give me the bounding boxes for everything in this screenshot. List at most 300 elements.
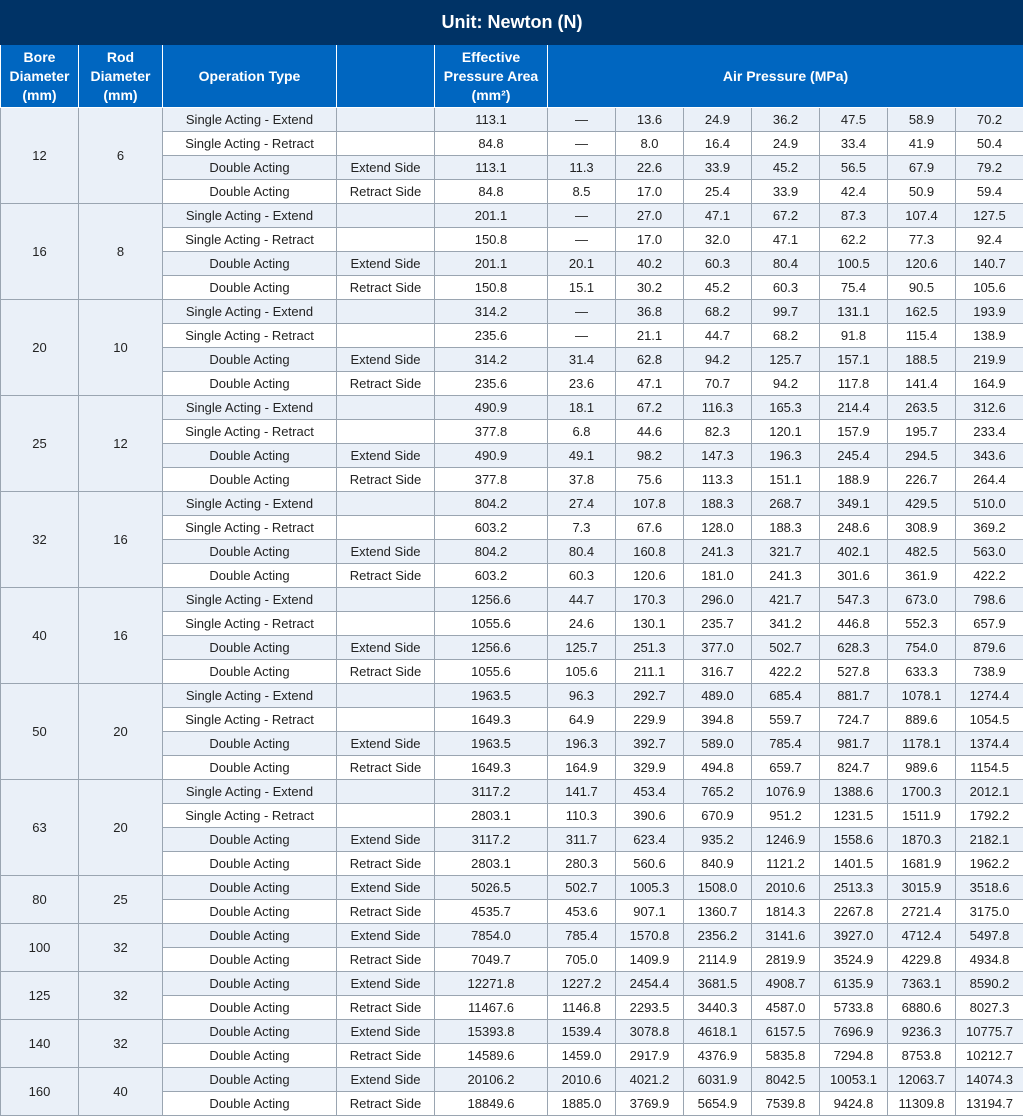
force-value-cell: 32.0 bbox=[684, 228, 752, 252]
force-value-cell: 24.9 bbox=[752, 132, 820, 156]
force-value-cell: 23.6 bbox=[548, 372, 616, 396]
rod-cell: 8 bbox=[79, 204, 163, 300]
area-cell: 314.2 bbox=[435, 348, 548, 372]
force-value-cell: 33.9 bbox=[684, 156, 752, 180]
operation-cell: Single Acting - Retract bbox=[163, 228, 337, 252]
side-cell: Extend Side bbox=[337, 732, 435, 756]
force-value-cell: 170.3 bbox=[616, 588, 684, 612]
operation-cell: Double Acting bbox=[163, 444, 337, 468]
force-value-cell: 2010.6 bbox=[548, 1068, 616, 1092]
force-value-cell: 3927.0 bbox=[820, 924, 888, 948]
side-cell: Retract Side bbox=[337, 756, 435, 780]
force-value-cell: 1078.1 bbox=[888, 684, 956, 708]
force-value-cell: 58.9 bbox=[888, 108, 956, 132]
rod-cell: 32 bbox=[79, 972, 163, 1020]
force-value-cell: 1558.6 bbox=[820, 828, 888, 852]
force-value-cell: 446.8 bbox=[820, 612, 888, 636]
force-value-cell: 56.5 bbox=[820, 156, 888, 180]
table-row bbox=[1, 492, 1023, 516]
force-value-cell: 1154.5 bbox=[956, 756, 1023, 780]
operation-cell: Single Acting - Extend bbox=[163, 108, 337, 132]
operation-cell: Double Acting bbox=[163, 876, 337, 900]
force-value-cell: 17.0 bbox=[616, 180, 684, 204]
force-value-cell: 130.1 bbox=[616, 612, 684, 636]
force-value-cell: 24.9 bbox=[684, 108, 752, 132]
force-value-cell: 251.3 bbox=[616, 636, 684, 660]
force-value-cell: 157.9 bbox=[820, 420, 888, 444]
side-cell bbox=[337, 492, 435, 516]
force-value-cell: 1246.9 bbox=[752, 828, 820, 852]
force-value-cell: 3769.9 bbox=[616, 1092, 684, 1116]
force-value-cell: 264.4 bbox=[956, 468, 1023, 492]
force-value-cell: 18.1 bbox=[548, 396, 616, 420]
force-value-cell: 141.4 bbox=[888, 372, 956, 396]
force-value-cell: 292.7 bbox=[616, 684, 684, 708]
operation-cell: Double Acting bbox=[163, 1068, 337, 1092]
force-value-cell: 6157.5 bbox=[752, 1020, 820, 1044]
area-cell: 804.2 bbox=[435, 492, 548, 516]
area-cell: 1055.6 bbox=[435, 612, 548, 636]
force-value-cell: 164.9 bbox=[548, 756, 616, 780]
bore-cell: 40 bbox=[1, 588, 79, 684]
area-cell: 18849.6 bbox=[435, 1092, 548, 1116]
force-value-cell: 6880.6 bbox=[888, 996, 956, 1020]
force-value-cell: 294.5 bbox=[888, 444, 956, 468]
force-value-cell: 6.8 bbox=[548, 420, 616, 444]
force-value-cell: 8042.5 bbox=[752, 1068, 820, 1092]
force-value-cell: 2356.2 bbox=[684, 924, 752, 948]
side-cell: Retract Side bbox=[337, 180, 435, 204]
force-value-cell: 422.2 bbox=[752, 660, 820, 684]
force-value-cell: 165.3 bbox=[752, 396, 820, 420]
force-value-cell: 241.3 bbox=[684, 540, 752, 564]
header-side bbox=[337, 45, 435, 108]
force-value-cell: 75.6 bbox=[616, 468, 684, 492]
force-value-cell: 77.3 bbox=[888, 228, 956, 252]
force-value-cell: 296.0 bbox=[684, 588, 752, 612]
side-cell: Retract Side bbox=[337, 852, 435, 876]
force-value-cell: 453.6 bbox=[548, 900, 616, 924]
side-cell: Extend Side bbox=[337, 972, 435, 996]
force-value-cell: 64.9 bbox=[548, 708, 616, 732]
force-value-cell: 188.3 bbox=[752, 516, 820, 540]
side-cell: Retract Side bbox=[337, 900, 435, 924]
rod-cell: 40 bbox=[79, 1068, 163, 1116]
force-value-cell: 125.7 bbox=[548, 636, 616, 660]
force-value-cell: 91.8 bbox=[820, 324, 888, 348]
force-value-cell: 5654.9 bbox=[684, 1092, 752, 1116]
force-value-cell: 311.7 bbox=[548, 828, 616, 852]
area-cell: 14589.6 bbox=[435, 1044, 548, 1068]
operation-cell: Single Acting - Extend bbox=[163, 780, 337, 804]
force-value-cell: 10212.7 bbox=[956, 1044, 1023, 1068]
force-value-cell: 27.0 bbox=[616, 204, 684, 228]
force-value-cell: 10053.1 bbox=[820, 1068, 888, 1092]
operation-cell: Double Acting bbox=[163, 348, 337, 372]
force-value-cell: 20.1 bbox=[548, 252, 616, 276]
force-value-cell: 47.1 bbox=[684, 204, 752, 228]
force-value-cell: 131.1 bbox=[820, 300, 888, 324]
side-cell: Extend Side bbox=[337, 1020, 435, 1044]
force-value-cell: 44.6 bbox=[616, 420, 684, 444]
force-value-cell: 36.2 bbox=[752, 108, 820, 132]
force-value-cell: 67.2 bbox=[752, 204, 820, 228]
side-cell bbox=[337, 300, 435, 324]
force-value-cell: — bbox=[548, 228, 616, 252]
side-cell: Extend Side bbox=[337, 348, 435, 372]
force-value-cell: 128.0 bbox=[684, 516, 752, 540]
force-value-cell: 162.5 bbox=[888, 300, 956, 324]
force-value-cell: 1005.3 bbox=[616, 876, 684, 900]
side-cell bbox=[337, 420, 435, 444]
force-value-cell: 8590.2 bbox=[956, 972, 1023, 996]
force-value-cell: 181.0 bbox=[684, 564, 752, 588]
area-cell: 7049.7 bbox=[435, 948, 548, 972]
operation-cell: Single Acting - Extend bbox=[163, 204, 337, 228]
force-value-cell: 785.4 bbox=[548, 924, 616, 948]
force-value-cell: 3440.3 bbox=[684, 996, 752, 1020]
operation-cell: Double Acting bbox=[163, 972, 337, 996]
force-value-cell: 1539.4 bbox=[548, 1020, 616, 1044]
force-value-cell: 60.3 bbox=[752, 276, 820, 300]
area-cell: 4535.7 bbox=[435, 900, 548, 924]
force-value-cell: 879.6 bbox=[956, 636, 1023, 660]
force-value-cell: 70.7 bbox=[684, 372, 752, 396]
operation-cell: Double Acting bbox=[163, 564, 337, 588]
force-value-cell: 659.7 bbox=[752, 756, 820, 780]
force-value-cell: — bbox=[548, 108, 616, 132]
force-value-cell: 263.5 bbox=[888, 396, 956, 420]
force-value-cell: 2010.6 bbox=[752, 876, 820, 900]
operation-cell: Double Acting bbox=[163, 180, 337, 204]
area-cell: 490.9 bbox=[435, 396, 548, 420]
force-value-cell: 392.7 bbox=[616, 732, 684, 756]
force-value-cell: 147.3 bbox=[684, 444, 752, 468]
force-value-cell: 1870.3 bbox=[888, 828, 956, 852]
force-value-cell: 120.6 bbox=[616, 564, 684, 588]
force-value-cell: 1814.3 bbox=[752, 900, 820, 924]
force-value-cell: 2293.5 bbox=[616, 996, 684, 1020]
force-value-cell: 196.3 bbox=[548, 732, 616, 756]
force-value-cell: 1962.2 bbox=[956, 852, 1023, 876]
side-cell bbox=[337, 108, 435, 132]
side-cell: Retract Side bbox=[337, 948, 435, 972]
force-value-cell: 510.0 bbox=[956, 492, 1023, 516]
force-value-cell: 157.1 bbox=[820, 348, 888, 372]
header-bore: Bore Diameter (mm) bbox=[1, 45, 79, 108]
area-cell: 150.8 bbox=[435, 276, 548, 300]
force-value-cell: 6135.9 bbox=[820, 972, 888, 996]
force-value-cell: 7696.9 bbox=[820, 1020, 888, 1044]
table-body bbox=[1, 108, 1023, 1116]
force-value-cell: 308.9 bbox=[888, 516, 956, 540]
force-value-cell: 117.8 bbox=[820, 372, 888, 396]
force-value-cell: 219.9 bbox=[956, 348, 1023, 372]
force-value-cell: 390.6 bbox=[616, 804, 684, 828]
force-value-cell: 14074.3 bbox=[956, 1068, 1023, 1092]
force-value-cell: 1792.2 bbox=[956, 804, 1023, 828]
force-value-cell: 560.6 bbox=[616, 852, 684, 876]
area-cell: 1649.3 bbox=[435, 708, 548, 732]
operation-cell: Double Acting bbox=[163, 828, 337, 852]
force-value-cell: 7363.1 bbox=[888, 972, 956, 996]
force-value-cell: 2819.9 bbox=[752, 948, 820, 972]
force-value-cell: 4908.7 bbox=[752, 972, 820, 996]
force-value-cell: 80.4 bbox=[548, 540, 616, 564]
force-value-cell: 115.4 bbox=[888, 324, 956, 348]
side-cell: Retract Side bbox=[337, 564, 435, 588]
force-value-cell: 1409.9 bbox=[616, 948, 684, 972]
area-cell: 11467.6 bbox=[435, 996, 548, 1020]
force-value-cell: 4376.9 bbox=[684, 1044, 752, 1068]
force-value-cell: 377.0 bbox=[684, 636, 752, 660]
header-area: Effective Pressure Area (mm²) bbox=[435, 45, 548, 108]
force-value-cell: 8753.8 bbox=[888, 1044, 956, 1068]
force-value-cell: 840.9 bbox=[684, 852, 752, 876]
force-value-cell: 188.3 bbox=[684, 492, 752, 516]
area-cell: 1649.3 bbox=[435, 756, 548, 780]
force-value-cell: 125.7 bbox=[752, 348, 820, 372]
force-value-cell: 907.1 bbox=[616, 900, 684, 924]
force-value-cell: 623.4 bbox=[616, 828, 684, 852]
force-value-cell: 82.3 bbox=[684, 420, 752, 444]
operation-cell: Single Acting - Retract bbox=[163, 612, 337, 636]
side-cell bbox=[337, 516, 435, 540]
operation-cell: Double Acting bbox=[163, 660, 337, 684]
force-value-cell: 4587.0 bbox=[752, 996, 820, 1020]
rod-cell: 10 bbox=[79, 300, 163, 396]
force-value-cell: 489.0 bbox=[684, 684, 752, 708]
force-value-cell: 235.7 bbox=[684, 612, 752, 636]
force-value-cell: 1459.0 bbox=[548, 1044, 616, 1068]
operation-cell: Double Acting bbox=[163, 852, 337, 876]
force-value-cell: 50.4 bbox=[956, 132, 1023, 156]
force-value-cell: 87.3 bbox=[820, 204, 888, 228]
force-value-cell: 248.6 bbox=[820, 516, 888, 540]
operation-cell: Single Acting - Retract bbox=[163, 804, 337, 828]
force-value-cell: 4712.4 bbox=[888, 924, 956, 948]
force-value-cell: 140.7 bbox=[956, 252, 1023, 276]
force-value-cell: 60.3 bbox=[684, 252, 752, 276]
side-cell: Extend Side bbox=[337, 156, 435, 180]
force-value-cell: 7539.8 bbox=[752, 1092, 820, 1116]
force-value-cell: 369.2 bbox=[956, 516, 1023, 540]
area-cell: 1963.5 bbox=[435, 684, 548, 708]
operation-cell: Double Acting bbox=[163, 756, 337, 780]
force-value-cell: 16.4 bbox=[684, 132, 752, 156]
force-value-cell: 4934.8 bbox=[956, 948, 1023, 972]
area-cell: 113.1 bbox=[435, 108, 548, 132]
operation-cell: Single Acting - Retract bbox=[163, 708, 337, 732]
area-cell: 201.1 bbox=[435, 252, 548, 276]
force-value-cell: 685.4 bbox=[752, 684, 820, 708]
force-value-cell: 7294.8 bbox=[820, 1044, 888, 1068]
force-value-cell: 10775.7 bbox=[956, 1020, 1023, 1044]
area-cell: 5026.5 bbox=[435, 876, 548, 900]
force-value-cell: 1511.9 bbox=[888, 804, 956, 828]
force-value-cell: 12063.7 bbox=[888, 1068, 956, 1092]
force-value-cell: 935.2 bbox=[684, 828, 752, 852]
force-value-cell: 113.3 bbox=[684, 468, 752, 492]
bore-cell: 80 bbox=[1, 876, 79, 924]
bore-cell: 125 bbox=[1, 972, 79, 1020]
force-value-cell: 8.0 bbox=[616, 132, 684, 156]
operation-cell: Single Acting - Retract bbox=[163, 516, 337, 540]
force-value-cell: 164.9 bbox=[956, 372, 1023, 396]
force-value-cell: 559.7 bbox=[752, 708, 820, 732]
area-cell: 15393.8 bbox=[435, 1020, 548, 1044]
force-value-cell: 453.4 bbox=[616, 780, 684, 804]
force-value-cell: 329.9 bbox=[616, 756, 684, 780]
operation-cell: Double Acting bbox=[163, 948, 337, 972]
force-value-cell: 589.0 bbox=[684, 732, 752, 756]
force-value-cell: 3524.9 bbox=[820, 948, 888, 972]
force-value-cell: 989.6 bbox=[888, 756, 956, 780]
force-value-cell: 11.3 bbox=[548, 156, 616, 180]
force-value-cell: 62.2 bbox=[820, 228, 888, 252]
force-value-cell: 94.2 bbox=[684, 348, 752, 372]
force-value-cell: 25.4 bbox=[684, 180, 752, 204]
operation-cell: Double Acting bbox=[163, 1044, 337, 1068]
force-value-cell: 673.0 bbox=[888, 588, 956, 612]
operation-cell: Double Acting bbox=[163, 468, 337, 492]
force-value-cell: 785.4 bbox=[752, 732, 820, 756]
operation-cell: Single Acting - Retract bbox=[163, 132, 337, 156]
force-value-cell: 47.1 bbox=[616, 372, 684, 396]
force-value-cell: 44.7 bbox=[684, 324, 752, 348]
operation-cell: Double Acting bbox=[163, 540, 337, 564]
force-value-cell: 120.6 bbox=[888, 252, 956, 276]
force-value-cell: 5733.8 bbox=[820, 996, 888, 1020]
force-value-cell: 1146.8 bbox=[548, 996, 616, 1020]
area-cell: 490.9 bbox=[435, 444, 548, 468]
operation-cell: Double Acting bbox=[163, 156, 337, 180]
force-value-cell: 1227.2 bbox=[548, 972, 616, 996]
side-cell: Retract Side bbox=[337, 996, 435, 1020]
rod-cell: 12 bbox=[79, 396, 163, 492]
table-row bbox=[1, 876, 1023, 900]
side-cell: Extend Side bbox=[337, 252, 435, 276]
force-value-cell: 44.7 bbox=[548, 588, 616, 612]
rod-cell: 16 bbox=[79, 588, 163, 684]
bore-cell: 160 bbox=[1, 1068, 79, 1116]
table-row bbox=[1, 108, 1023, 132]
side-cell: Extend Side bbox=[337, 636, 435, 660]
force-value-cell: 27.4 bbox=[548, 492, 616, 516]
bore-cell: 63 bbox=[1, 780, 79, 876]
force-value-cell: 21.1 bbox=[616, 324, 684, 348]
force-value-cell: 241.3 bbox=[752, 564, 820, 588]
area-cell: 1256.6 bbox=[435, 636, 548, 660]
force-value-cell: 349.1 bbox=[820, 492, 888, 516]
force-value-cell: 951.2 bbox=[752, 804, 820, 828]
side-cell: Retract Side bbox=[337, 468, 435, 492]
force-value-cell: 527.8 bbox=[820, 660, 888, 684]
force-value-cell: 98.2 bbox=[616, 444, 684, 468]
force-value-cell: 563.0 bbox=[956, 540, 1023, 564]
force-value-cell: 889.6 bbox=[888, 708, 956, 732]
force-value-cell: — bbox=[548, 204, 616, 228]
area-cell: 84.8 bbox=[435, 180, 548, 204]
force-value-cell: 105.6 bbox=[548, 660, 616, 684]
operation-cell: Single Acting - Retract bbox=[163, 324, 337, 348]
area-cell: 235.6 bbox=[435, 372, 548, 396]
operation-cell: Double Acting bbox=[163, 900, 337, 924]
table-row bbox=[1, 1020, 1023, 1044]
table-row bbox=[1, 588, 1023, 612]
table-row bbox=[1, 396, 1023, 420]
force-value-cell: 100.5 bbox=[820, 252, 888, 276]
force-value-cell: 343.6 bbox=[956, 444, 1023, 468]
force-value-cell: 8027.3 bbox=[956, 996, 1023, 1020]
force-value-cell: 70.2 bbox=[956, 108, 1023, 132]
force-value-cell: 116.3 bbox=[684, 396, 752, 420]
force-value-cell: 402.1 bbox=[820, 540, 888, 564]
force-value-cell: 2513.3 bbox=[820, 876, 888, 900]
rod-cell: 20 bbox=[79, 684, 163, 780]
force-value-cell: 280.3 bbox=[548, 852, 616, 876]
force-value-cell: 67.2 bbox=[616, 396, 684, 420]
table-row bbox=[1, 684, 1023, 708]
force-value-cell: 193.9 bbox=[956, 300, 1023, 324]
force-value-cell: 2182.1 bbox=[956, 828, 1023, 852]
force-value-cell: 765.2 bbox=[684, 780, 752, 804]
force-value-cell: 301.6 bbox=[820, 564, 888, 588]
force-value-cell: 394.8 bbox=[684, 708, 752, 732]
force-value-cell: 107.8 bbox=[616, 492, 684, 516]
header-operation: Operation Type bbox=[163, 45, 337, 108]
rod-cell: 32 bbox=[79, 1020, 163, 1068]
force-value-cell: 1231.5 bbox=[820, 804, 888, 828]
bore-cell: 12 bbox=[1, 108, 79, 204]
bore-cell: 140 bbox=[1, 1020, 79, 1068]
force-value-cell: 24.6 bbox=[548, 612, 616, 636]
force-value-cell: 1374.4 bbox=[956, 732, 1023, 756]
force-value-cell: 341.2 bbox=[752, 612, 820, 636]
side-cell bbox=[337, 204, 435, 228]
force-value-cell: 151.1 bbox=[752, 468, 820, 492]
force-value-cell: 110.3 bbox=[548, 804, 616, 828]
force-value-cell: 798.6 bbox=[956, 588, 1023, 612]
side-cell: Retract Side bbox=[337, 1092, 435, 1116]
force-value-cell: 96.3 bbox=[548, 684, 616, 708]
force-value-cell: 41.9 bbox=[888, 132, 956, 156]
force-value-cell: 90.5 bbox=[888, 276, 956, 300]
force-value-cell: 881.7 bbox=[820, 684, 888, 708]
force-value-cell: 670.9 bbox=[684, 804, 752, 828]
area-cell: 12271.8 bbox=[435, 972, 548, 996]
operation-cell: Single Acting - Extend bbox=[163, 396, 337, 420]
table-row bbox=[1, 972, 1023, 996]
rod-cell: 6 bbox=[79, 108, 163, 204]
force-value-cell: 67.6 bbox=[616, 516, 684, 540]
operation-cell: Single Acting - Retract bbox=[163, 420, 337, 444]
area-cell: 150.8 bbox=[435, 228, 548, 252]
bore-cell: 50 bbox=[1, 684, 79, 780]
force-value-cell: 547.3 bbox=[820, 588, 888, 612]
area-cell: 3117.2 bbox=[435, 780, 548, 804]
side-cell: Retract Side bbox=[337, 276, 435, 300]
area-cell: 201.1 bbox=[435, 204, 548, 228]
table-row bbox=[1, 1068, 1023, 1092]
side-cell bbox=[337, 684, 435, 708]
force-value-cell: 11309.8 bbox=[888, 1092, 956, 1116]
force-value-cell: 60.3 bbox=[548, 564, 616, 588]
area-cell: 314.2 bbox=[435, 300, 548, 324]
area-cell: 377.8 bbox=[435, 420, 548, 444]
force-value-cell: 2917.9 bbox=[616, 1044, 684, 1068]
side-cell: Retract Side bbox=[337, 372, 435, 396]
